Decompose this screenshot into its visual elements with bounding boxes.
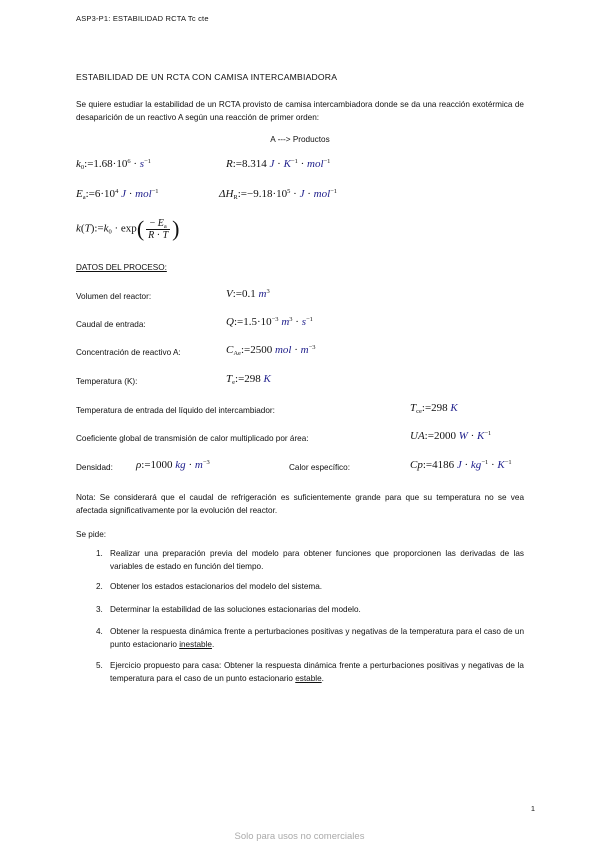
temperature-label: Temperatura (K): bbox=[76, 377, 138, 386]
flow-label: Caudal de entrada: bbox=[76, 320, 146, 329]
temperature-equation: $T_e:=298$ K bbox=[226, 373, 271, 386]
volume-label: Volumen del reactor: bbox=[76, 292, 152, 301]
page-header: ASP3-P1: ESTABILIDAD RCTA Tc cte bbox=[76, 14, 209, 23]
cp-equation: Cp:=4186 $J \cdot kg^{-1} \cdot K^{-1}$ bbox=[410, 459, 512, 471]
ea-equation: $E_a:=6\cdot 10^4$ J · mol$^{-1}$ bbox=[76, 188, 159, 201]
section-title: DATOS DEL PROCESO: bbox=[76, 263, 167, 272]
k0-value: 1.68·10 bbox=[93, 158, 128, 170]
volume-equation: V:=0.1 $m^3$ bbox=[226, 288, 270, 300]
density-equation: ρ:=1000 kg · $m^{-3}$ bbox=[136, 459, 210, 471]
task-list bbox=[76, 548, 524, 685]
ua-equation: UA:=2000 $W \cdot K^{-1}$ bbox=[410, 430, 492, 442]
flow-equation: $Q:=1.5\cdot 10^{-3}$ $m^3 \cdot s^{-1}$ bbox=[226, 316, 313, 328]
task-item: 4. Obtener la respuesta dinámica frente a perturbaciones positivas y negativas de la temperatura para el caso de un punto estacionario inestable. bbox=[96, 627, 524, 649]
coolant-temp-label: Temperatura de entrada del líquido del intercambiador: bbox=[76, 406, 275, 415]
ea-value: 6·10 bbox=[94, 188, 116, 200]
note-paragraph: Nota: Se considerará que el caudal de refrigeración es suficientemente grande para que su temperatura no se vea afectada significativamente por la evolución del reactor. bbox=[76, 493, 524, 515]
page-number: 1 bbox=[530, 804, 535, 813]
document-title: ESTABILIDAD DE UN RCTA CON CAMISA INTERCAMBIADORA bbox=[76, 72, 338, 82]
asks-label: Se pide: bbox=[76, 530, 107, 539]
dh-equation: $\Delta H_R:=-9.18\cdot 10^5 \cdot J \cdot mol^{-1}$ bbox=[219, 188, 338, 201]
reaction-equation: A ---> Productos bbox=[270, 135, 330, 144]
coolant-temp-equation: $T_{ce}:=298$ K bbox=[410, 402, 458, 415]
intro-paragraph: Se quiere estudiar la estabilidad de un RCTA provisto de camisa intercambiadora donde se da una reacción exotérmica de desaparición de un reactivo A según una reacción de primer orden: bbox=[76, 100, 524, 122]
footer-watermark: Solo para usos no comerciales bbox=[234, 831, 365, 842]
density-label: Densidad: bbox=[76, 463, 113, 472]
task-item: 2. Obtener los estados estacionarios del modelo del sistema. bbox=[96, 582, 323, 591]
concentration-equation: $C_{Ae}:=2500$ mol · $m^{-3}$ bbox=[226, 344, 316, 357]
task-item: 5. Ejercicio propuesto para casa: Obtener la respuesta dinámica frente a perturbaciones positivas y negativas de la temperatura para el caso de un punto estacionario estable. bbox=[96, 661, 524, 683]
r-equation: R:=8.314 $J \cdot K^{-1} \cdot mol^{-1}$ bbox=[226, 158, 331, 170]
task-item: 3. Determinar la estabilidad de las soluciones estacionarias del modelo. bbox=[96, 604, 361, 614]
r-value: 8.314 bbox=[242, 158, 267, 170]
k0-equation: $k_0:=1.68\cdot 10^6 \cdot s^{-1}$ bbox=[76, 158, 151, 171]
concentration-label: Concentración de reactivo A: bbox=[76, 348, 181, 357]
arrhenius-equation: $k(T):=k_0 \cdot \exp$( $\frac{- E_a}{R \cdot T}$ ) bbox=[76, 216, 180, 241]
cp-label: Calor específico: bbox=[289, 463, 350, 472]
dh-value: −9.18·10 bbox=[247, 188, 288, 200]
ua-label: Coeficiente global de transmisión de calor multiplicado por área: bbox=[76, 434, 309, 443]
task-item: 1. Realizar una preparación previa del modelo para obtener funciones que proporcionen las derivadas de las variables de estado en función del tiempo. bbox=[96, 549, 524, 571]
